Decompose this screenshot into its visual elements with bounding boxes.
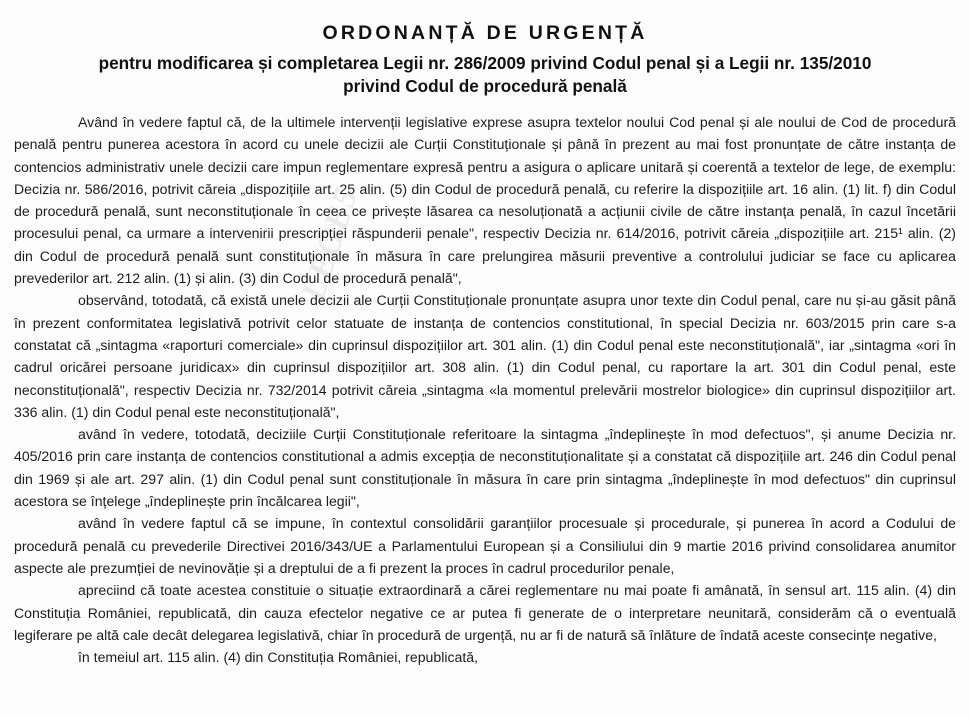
paragraph-preamble-5: apreciind că toate acestea constituie o situație extraordinară a cărei reglementare nu mai poate fi amânată, în sensul art. 115 alin. (4) din Constituția României, republicată, din cauza efectelor negative ce ar putea fi generate de o interpretare neunitară, considerăm că o eventuală legiferare pe altă cale decât delegarea legislativă, chiar în procedură de urgență, nu ar fi de natură să înlăture de îndată aceste consecințe negative, [14, 582, 956, 643]
paragraph-preamble-3: având în vedere, totodată, deciziile Curții Constituționale referitoare la sintagma „îndeplinește în mod defectuos", și anume Decizia nr. 405/2016 prin care instanța de contencios constitutional a admis excepția de neconstituționalitate și a constatat că dispozițiile art. 246 din Codul penal din 1969 și ale art. 297 alin. (1) din Codul penal sunt constituționale în măsura în care prin sintagma „îndeplinește în mod defectuos" din cuprinsul acestora se înțelege „îndeplinește prin încălcarea legii", [14, 426, 956, 510]
page-title: ORDONANȚĂ DE URGENȚĂ [322, 22, 648, 44]
document-body [14, 111, 956, 668]
paragraph-preamble-2: observând, totodată, că există unele decizii ale Curții Constituționale pronunțate asupra unor texte din Codul penal, care nu și-au găsit până în prezent conformitatea legislativă potrivit celor statuate de instanța de contencios constitutional, în special Decizia nr. 603/2015 prin care s-a constatat că „sintagma «raporturi comerciale» din cuprinsul dispozițiilor art. 301 alin. (1) din Codul penal este neconstituțională", iar „sintagma «ori în cadrul oricărei persoane juridicax» din cuprinsul dispozițiilor art. 308 alin. (1) din Codul penal, cu raportare la art. 301 din Codul penal, este neconstituțională", respectiv Decizia nr. 732/2014 potrivit căreia „sintagma «la momentul prelevării mostrelor biologice» din cuprinsul dispozițiilor art. 336 alin. (1) din Codul penal este neconstituțională", [14, 292, 956, 420]
paragraph-preamble-4: având în vedere faptul că se impune, în contextul consolidării garanțiilor procesuale și procedurale, și punerea în acord a Codului de procedură penală cu prevederile Directivei 2016/343/UE a Parlamentului European și a Consiliului din 9 martie 2016 privind consolidarea anumitor aspecte ale prezumției de nevinovăție și a dreptului de a fi prezent la proces în cadrul procedurilor penale, [14, 515, 956, 576]
document-subtitle-line-1: pentru modificarea și completarea Legii nr. 286/2009 privind Codul penal și a Legii nr. 135/2010 [98, 53, 872, 73]
paragraph-preamble-1: Având în vedere faptul că, de la ultimele intervenții legislative exprese asupra textelor noului Cod penal și ale noului de Cod de procedură penală pentru punerea acestora în acord cu unele decizii ale Curții Constituționale și până în prezent au mai fost pronunțate de către instanța de contencios administrativ unele decizii care impun reglementare expresă pentru a asigura o aplicare unitară și coerentă a textelor de lege, de exemplu: Decizia nr. 586/2016, potrivit căreia „dispozițiile art. 25 alin. (5) din Codul de procedură penală, cu referire la dispozițiile art. 16 alin. (1) lit. f) din Codul de procedură penală, sunt neconstituționale în ceea ce privește lăsarea ca nesoluționată a acțiunii civile de către instanța penală, în cazul încetării procesului penal, ca urmare a intervenirii prescripției răspunderii penale", respectiv Decizia nr. 614/2016, potrivit căreia „dispozițiile art. 215¹ alin. (2) din Codul de procedură penală sunt constituționale în măsura în care prelungirea măsurii preventive a controlului judiciar se face cu aplicarea prevederilor art. 212 alin. (1) și alin. (3) din Codul de procedură penală", [14, 114, 956, 287]
document-subtitle [38, 52, 932, 98]
paragraph-legal-basis: în temeiul art. 115 alin. (4) din Constituția României, republicată, [78, 649, 479, 666]
watermark-text: LEGE5 [294, 181, 366, 306]
document-subtitle-line-2: privind Codul de procedură penală [343, 76, 627, 96]
